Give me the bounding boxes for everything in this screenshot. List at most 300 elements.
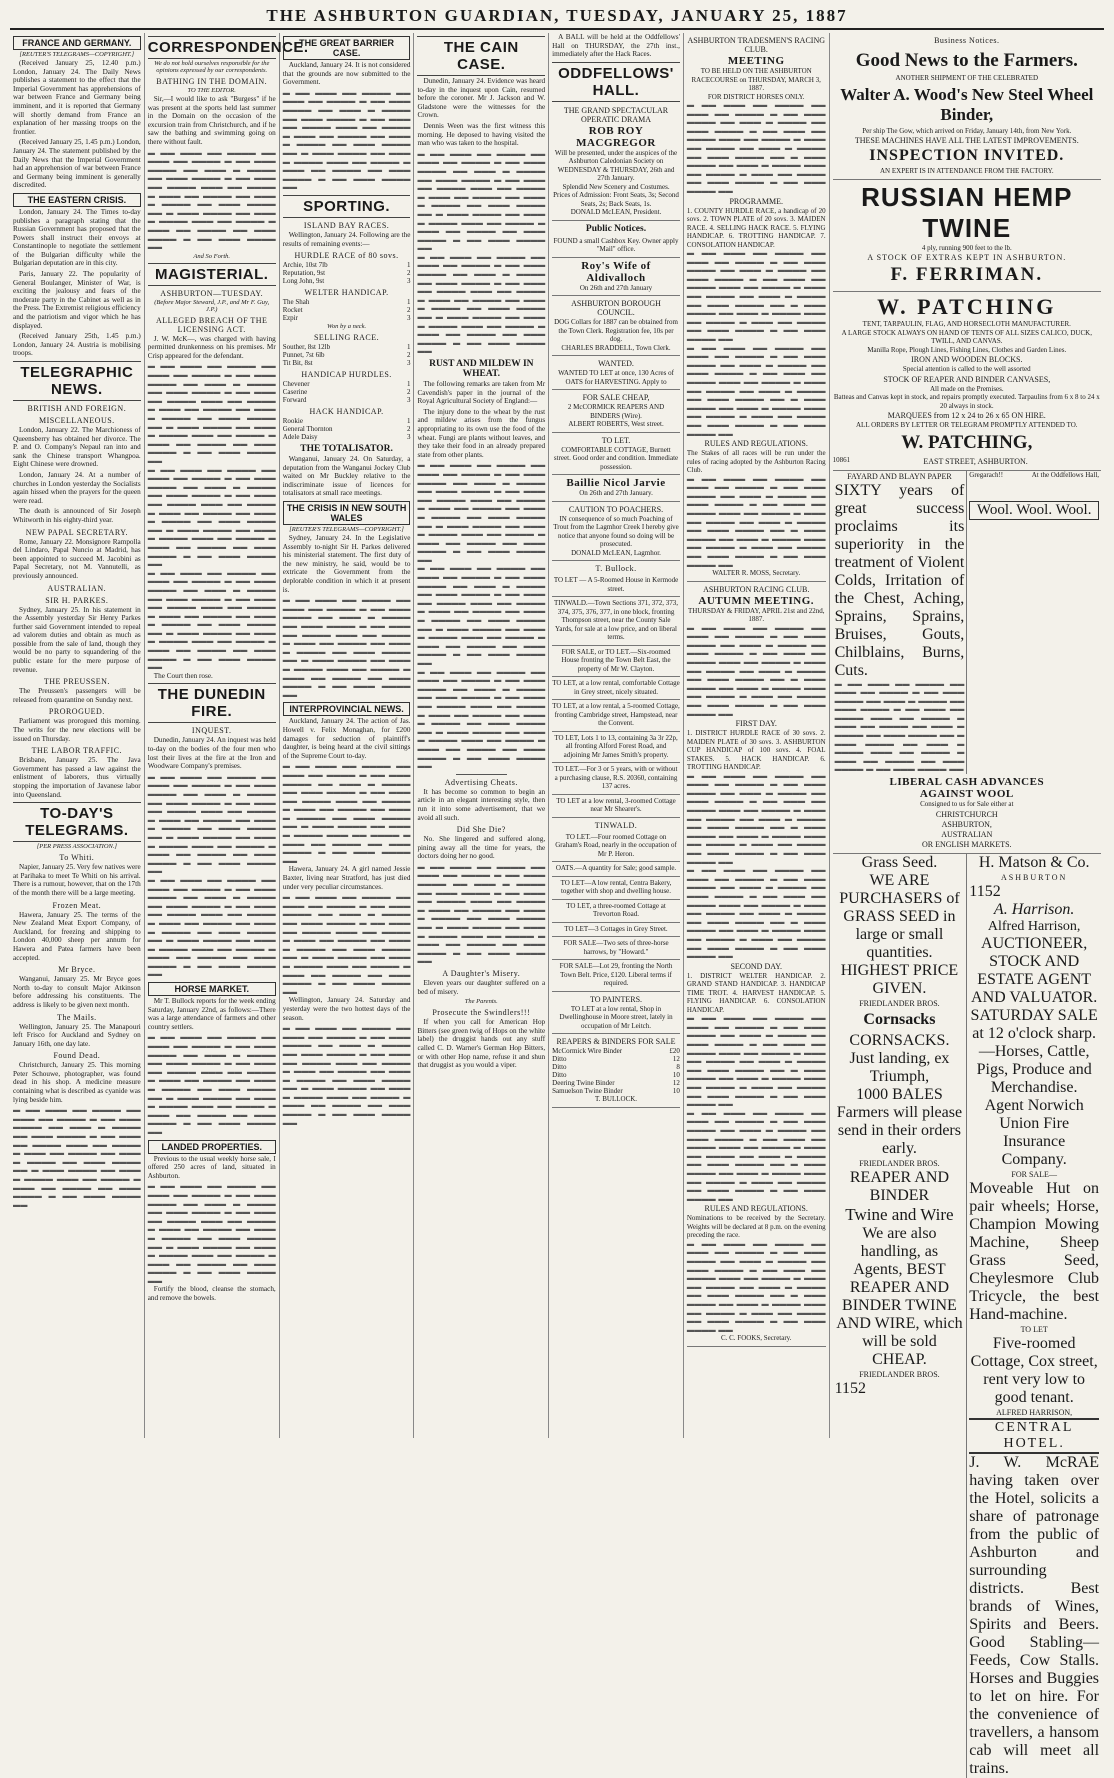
advert-line: WALTER R. MOSS, Secretary. <box>712 569 801 578</box>
result-row <box>552 1063 680 1071</box>
advert-title: Wool. Wool. Wool. <box>969 501 1099 520</box>
illegible-text: ▬ ▬▬ ▬▬▬ ▬▬ ▬▬▬▬ ▬▬ ▬▬▬ ▬▬ ▬▬▬▬ ▬ ▬▬ ▬▬▬ ▬▬▬▬ ▬▬ ▬▬▬ ▬ ▬▬▬▬ ▬▬ ▬▬▬ ▬▬▬▬ ▬ ▬▬ ▬▬▬ ▬▬ ▬▬▬▬ ▬▬▬ ▬▬ ▬▬▬▬ ▬ ▬▬▬ ▬▬ ▬▬▬▬ ▬▬ ▬▬▬ ▬ ▬▬▬▬ ▬▬ ▬▬▬ ▬▬▬▬ ▬▬ ▬ ▬▬▬ ▬▬▬▬ ▬▬ ▬▬▬ ▬ ▬▬▬▬ ▬▬▬ ▬▬ ▬▬▬▬ ▬ ▬▬▬ ▬▬ ▬▬▬▬ ▬▬ ▬▬▬ ▬▬▬▬ ▬ ▬▬ ▬▬▬ ▬▬▬▬ ▬▬ <box>282 762 411 865</box>
advert-line: TO LET at a low rental, 3-roomed Cottage near Mr Shearer's. <box>556 796 676 814</box>
advert-title: LIBERAL CASH ADVANCES <box>889 776 1045 789</box>
race-results <box>283 343 411 367</box>
advert-line: SATURDAY SALE at 12 o'clock sharp. —Horses, Cattle, Pigs, Produce and Merchandise. <box>970 1006 1098 1096</box>
result-row <box>283 396 411 404</box>
advert-title: FIRST DAY. <box>735 719 777 729</box>
advert <box>552 763 680 795</box>
advert-text: A BALL will be held at the Oddfellows' Hall on THURSDAY, the 27th inst., immediately after the Hack Races. <box>552 33 680 59</box>
source-line: [REUTER'S TELEGRAMS—COPYRIGHT.] <box>289 526 404 534</box>
article-paragraph: It has become so common to begin an article in an elegant interesting style, then run it into some advertisement, that we avoid all such. <box>417 787 546 822</box>
subheading: The Mails. <box>57 1012 97 1022</box>
result-row <box>283 314 411 322</box>
illegible-text: ▬ ▬▬ ▬▬▬ ▬▬ ▬▬▬▬ ▬▬ ▬▬▬ ▬▬ ▬▬▬▬ ▬ ▬▬ ▬▬▬ ▬▬▬▬ ▬▬ ▬▬▬ ▬ ▬▬▬▬ ▬▬ ▬▬▬ ▬▬▬▬ ▬ ▬▬ ▬▬▬ ▬▬ ▬▬▬▬ ▬▬▬ ▬▬ ▬▬▬▬ ▬ ▬▬▬ ▬▬ ▬▬▬▬ ▬▬ ▬▬▬ ▬ ▬▬▬▬ ▬▬ ▬▬▬ ▬▬▬▬ ▬▬ ▬ ▬▬▬ ▬▬▬▬ ▬▬ ▬▬▬ ▬ ▬▬▬▬ ▬▬▬ ▬▬ ▬▬▬▬ ▬ ▬▬▬ ▬▬ ▬▬▬▬ ▬▬ ▬▬▬ ▬▬▬▬ ▬ ▬▬ ▬▬▬ ▬▬▬▬ ▬▬ <box>686 343 826 438</box>
headline: INTERPROVINCIAL NEWS. <box>283 702 411 716</box>
result-name: Rookie <box>282 417 303 426</box>
advert-line: We are also handling, as Agents, BEST REAPER AND BINDER TWINE AND WIRE, which will be sold CHEAP. <box>836 1224 963 1368</box>
advert-title: MEETING <box>727 55 785 67</box>
advert-line: TO LET, a three-roomed Cottage at Trevorton Road. <box>566 901 666 919</box>
advert-line: SIXTY years of great success proclaims its superiority in the treatment of Violent Colds, Irritation of the Chest, Aching, Sprains, Sprains, Bruises, Gouts, Chilblains, Burns, Cuts. <box>834 481 965 679</box>
advert <box>552 390 680 433</box>
advert-line: TO LET, at a low rental, comfortable Cottage in Grey street, nicely situated. <box>552 679 680 696</box>
result-value: 3 <box>406 359 411 368</box>
advert-line: 1. DISTRICT WELTER HANDICAP. 2. GRAND STAND HANDICAP. 3. HANDICAP TIME TROT. 4. HARVEST HANDICAP. 5. FLYING HANDICAP. 6. CONSOLATION HANDICAP. <box>686 971 826 1014</box>
result-row <box>283 343 411 351</box>
headline: HORSE MARKET. <box>148 982 276 996</box>
illegible-text: ▬ ▬▬ ▬▬▬ ▬▬ ▬▬▬▬ ▬▬ ▬▬▬ ▬▬ ▬▬▬▬ ▬ ▬▬ ▬▬▬ ▬▬▬▬ ▬▬ ▬▬▬ ▬ ▬▬▬▬ ▬▬ ▬▬▬ ▬▬▬▬ ▬ ▬▬ ▬▬▬ ▬▬ ▬▬▬▬ ▬▬▬ ▬▬ ▬▬▬▬ ▬ ▬▬▬ ▬▬ ▬▬▬▬ ▬▬ ▬▬▬ ▬ ▬▬▬▬ ▬▬ ▬▬▬ ▬▬▬▬ ▬▬ ▬ ▬▬▬ ▬▬▬▬ ▬▬ ▬▬▬ ▬ ▬▬▬▬ ▬▬▬ ▬▬ ▬▬▬▬ ▬ ▬▬▬ ▬▬ ▬▬▬▬ ▬▬ ▬▬▬ ▬▬▬▬ ▬ ▬▬ ▬▬▬ ▬▬▬▬ ▬▬ <box>686 866 826 961</box>
article-paragraph: London, January 24. The Times to-day publishes a paragraph stating that the Russian Government has proposed that the Powers shall instruct their envoys at Constantinople to negotiate the settlement of the Bulgarian difficulty while the Bulgarian deputation are in this city. <box>13 207 141 268</box>
result-row <box>283 433 411 441</box>
section-headline: TELEGRAPHIC NEWS. <box>13 361 141 401</box>
race-results <box>283 261 411 285</box>
result-row <box>283 351 411 359</box>
article-paragraph: The Preussen's passengers will be released from quarantine on Sunday next. <box>13 687 141 704</box>
subheading: ALLEGED BREACH OF THE LICENSING ACT. <box>155 315 268 334</box>
article-paragraph: The following remarks are taken from Mr Cavendish's paper in the journal of the Royal Agricultural Society of England:— <box>417 380 546 406</box>
advert-title: ASHBURTON TRADESMEN'S RACING CLUB. <box>687 36 826 54</box>
advert-line: Agent Norwich Union Fire Insurance Company. <box>984 1096 1084 1168</box>
advert-fayard <box>833 471 968 775</box>
advert-patching <box>833 292 1101 471</box>
advert-line: THURSDAY & FRIDAY, APRIL 21st and 22nd, 1887. <box>687 606 825 624</box>
advert-line: ASHBURTON <box>1001 872 1068 882</box>
editorial-note: We do not hold ourselves responsible for the opinions expressed by our correspondents. <box>154 60 270 74</box>
result-row <box>552 1087 680 1095</box>
advert-line: Per ship The Gow, which arrived on Friday, January 14th, from New York. <box>862 126 1072 135</box>
article-paragraph: Parliament was prorogued this morning. The writs for the new elections will be issued on Thursday. <box>13 717 141 743</box>
advert-line: Just landing, ex Triumph, <box>849 1049 950 1085</box>
advert <box>552 960 680 992</box>
article-paragraph: Wellington, January 24. Following are the results of remaining events:— <box>282 230 411 248</box>
race-name: HURDLE RACE of 80 sovs. <box>294 251 399 261</box>
advert-line: IN consequence of so much Poaching of Trout from the Lagmhor Creek I hereby give notice that anyone found so doing will be prosecuted. <box>553 514 679 549</box>
advert <box>552 900 680 923</box>
subheading: NEW PAPAL SECRETARY. <box>25 527 128 537</box>
article-paragraph: Mr T. Bullock reports for the week ending Saturday, January 22nd, as follows:—There was a large attendance of farmers and other country settlers. <box>147 997 276 1031</box>
advert-line: OATS.—A quantity for Sale; good sample. <box>555 864 677 873</box>
advert-line: TO LET, at a low rental, a 5-roomed Cottage, fronting Cambridge street, Hampstead, near the Convent. <box>552 702 680 728</box>
masthead: THE ASHBURTON GUARDIAN, TUESDAY, JANUARY 25, 1887 <box>10 6 1104 30</box>
subheading: Frozen Meat. <box>52 900 102 910</box>
advert <box>552 502 680 562</box>
advert-title: Alfred Harrison, <box>987 918 1081 934</box>
advert-title: Gregarach!! <box>969 470 1004 479</box>
advert-line: FOUND a small Cashbox Key. Owner apply "Mail" office. <box>553 236 679 254</box>
advert-line: Prices of Admission: Front Seats, 3s; Second Seats, 2s; Back Seats, 1s. <box>553 191 679 208</box>
advert-title: Walter A. Wood's New Steel Wheel Binder, <box>840 84 1094 124</box>
advert-line: TO LET <box>1020 1324 1048 1334</box>
illegible-text: ▬ ▬▬ ▬▬▬ ▬▬ ▬▬▬▬ ▬▬ ▬▬▬ ▬▬ ▬▬▬▬ ▬ ▬▬ ▬▬▬ ▬▬▬▬ ▬▬ ▬▬▬ ▬ ▬▬▬▬ ▬▬ ▬▬▬ ▬▬▬▬ ▬ ▬▬ ▬▬▬ ▬▬ ▬▬▬▬ ▬▬▬ ▬▬ ▬▬▬▬ ▬ ▬▬▬ ▬▬ ▬▬▬▬ ▬▬ ▬▬▬ ▬ ▬▬▬▬ ▬▬ ▬▬▬ ▬▬▬▬ ▬▬ ▬ ▬▬▬ ▬▬▬▬ ▬▬ ▬▬▬ ▬ ▬▬▬▬ ▬▬▬ ▬▬ ▬▬▬▬ ▬ ▬▬▬ ▬▬ ▬▬▬▬ ▬▬ ▬▬▬ ▬▬▬▬ ▬ ▬▬ ▬▬▬ ▬▬▬▬ ▬▬ <box>147 1033 276 1136</box>
advert-line: T. BULLOCK. <box>594 1095 638 1104</box>
column-5 <box>549 33 684 1438</box>
advert-line: THESE MACHINES HAVE ALL THE LATEST IMPROVEMENTS. <box>854 136 1079 145</box>
subheading: SIR H. PARKES. <box>45 595 109 605</box>
advert-line: STOCK OF REAPER AND BINDER CANVASES, <box>883 374 1051 384</box>
advert <box>552 831 680 863</box>
advert-title: RUSSIAN HEMP TWINE <box>861 181 1073 243</box>
race-name: HANDICAP HURDLES. <box>301 370 392 380</box>
result-row <box>283 417 411 425</box>
column-6 <box>684 33 830 1438</box>
advert-line: FRIEDLANDER BROS. <box>859 998 940 1008</box>
illegible-text: ▬ ▬▬ ▬▬▬ ▬▬ ▬▬▬▬ ▬▬ ▬▬▬ ▬▬ ▬▬▬▬ ▬ ▬▬ ▬▬▬ ▬▬▬▬ ▬▬ ▬▬▬ ▬ ▬▬▬▬ ▬▬ ▬▬▬ ▬▬▬▬ ▬ ▬▬ ▬▬▬ ▬▬ ▬▬▬▬ ▬▬▬ ▬▬ ▬▬▬▬ ▬ ▬▬▬ ▬▬ ▬▬▬▬ ▬▬ ▬▬▬ ▬ ▬▬▬▬ ▬▬ ▬▬▬ ▬▬▬▬ ▬▬ ▬ ▬▬▬ ▬▬▬▬ ▬▬ ▬▬▬ ▬ ▬▬▬▬ ▬▬▬ ▬▬ ▬▬▬▬ ▬ ▬▬▬ ▬▬ ▬▬▬▬ ▬▬ ▬▬▬ ▬▬▬▬ ▬ ▬▬ ▬▬▬ ▬▬▬▬ ▬▬ <box>282 893 411 996</box>
advert-title: H. Matson & Co. <box>978 853 1090 871</box>
section-headline: TO-DAY'S TELEGRAMS. <box>13 802 141 842</box>
advert-line: THE GRAND SPECTACULAR OPERATIC DRAMA <box>563 105 669 124</box>
result-name: Caserine <box>282 388 308 397</box>
subheading: BRITISH AND FOREIGN. <box>27 404 127 413</box>
advert-title: ASHBURTON RACING CLUB. <box>703 584 810 594</box>
result-row <box>283 425 411 433</box>
advert-line: CORNSACKS. <box>849 1031 950 1049</box>
advert-line: AUCTIONEER, STOCK AND ESTATE AGENT AND VALUATOR. <box>971 934 1098 1006</box>
illegible-text: ▬ ▬▬ ▬▬▬ ▬▬ ▬▬▬▬ ▬▬ ▬▬▬ ▬▬ ▬▬▬▬ ▬ ▬▬ ▬▬▬ ▬▬▬▬ ▬▬ ▬▬▬ ▬ ▬▬▬▬ ▬▬ ▬▬▬ ▬▬▬▬ ▬ ▬▬ ▬▬▬ ▬▬ ▬▬▬▬ ▬▬▬ ▬▬ ▬▬▬▬ ▬ ▬▬▬ ▬▬ ▬▬▬▬ ▬▬ ▬▬▬ ▬ ▬▬▬▬ ▬▬ ▬▬▬ ▬▬▬▬ ▬▬ ▬ ▬▬▬ ▬▬▬▬ ▬▬ ▬▬▬ ▬ ▬▬▬▬ ▬▬▬ ▬▬ ▬▬▬▬ ▬ ▬▬▬ ▬▬ ▬▬▬▬ ▬▬ ▬▬▬ ▬▬▬▬ ▬ ▬▬ ▬▬▬ ▬▬▬▬ ▬▬ <box>686 1239 826 1334</box>
result-name: Forward <box>282 396 307 405</box>
result-name: Archie, 10st 7lb <box>282 261 328 270</box>
illegible-text: ▬ ▬▬ ▬▬▬ ▬▬ ▬▬▬▬ ▬▬ ▬▬▬ ▬▬ ▬▬▬▬ ▬ ▬▬ ▬▬▬ ▬▬▬▬ ▬▬ ▬▬▬ ▬ ▬▬▬▬ ▬▬ ▬▬▬ ▬▬▬▬ ▬ ▬▬ ▬▬▬ ▬▬ ▬▬▬▬ ▬▬▬ ▬▬ ▬▬▬▬ ▬ ▬▬▬ ▬▬ ▬▬▬▬ ▬▬ ▬▬▬ ▬ ▬▬▬▬ ▬▬ ▬▬▬ ▬▬▬▬ ▬▬ ▬ ▬▬▬ ▬▬▬▬ ▬▬ ▬▬▬ ▬ ▬▬▬▬ ▬▬▬ ▬▬ ▬▬▬▬ ▬ ▬▬▬ ▬▬ ▬▬▬▬ ▬▬ ▬▬▬ ▬▬▬▬ ▬ ▬▬ ▬▬▬ ▬▬▬▬ ▬▬ <box>282 88 411 192</box>
section-label: Business Notices. <box>934 36 1000 45</box>
illegible-text: ▬ ▬▬ ▬▬▬ ▬▬ ▬▬▬▬ ▬▬ ▬▬▬ ▬▬ ▬▬▬▬ ▬ ▬▬ ▬▬▬ ▬▬▬▬ ▬▬ ▬▬▬ ▬ ▬▬▬▬ ▬▬ ▬▬▬ ▬▬▬▬ ▬ ▬▬ ▬▬▬ ▬▬ ▬▬▬▬ ▬▬▬ ▬▬ ▬▬▬▬ ▬ ▬▬▬ ▬▬ ▬▬▬▬ ▬▬ ▬▬▬ ▬ ▬▬▬▬ ▬▬ ▬▬▬ ▬▬▬▬ ▬▬ ▬ ▬▬▬ ▬▬▬▬ ▬▬ ▬▬▬ ▬ ▬▬▬▬ ▬▬▬ ▬▬ ▬▬▬▬ ▬ ▬▬▬ ▬▬ ▬▬▬▬ ▬▬ ▬▬▬ ▬▬▬▬ ▬ ▬▬ ▬▬▬ ▬▬▬▬ ▬▬ <box>417 461 546 564</box>
article-paragraph: Auckland, January 24. The action of Jas. Howell v. Felix Monaghan, for £200 damages for seduction of plaintiff's daughter, is being heard at the civil sittings of the Supreme Court to-day. <box>282 717 411 760</box>
illegible-text: ▬ ▬▬ ▬▬▬ ▬▬ ▬▬▬▬ ▬▬ ▬▬▬ ▬▬ ▬▬▬▬ ▬ ▬▬ ▬▬▬ ▬▬▬▬ ▬▬ ▬▬▬ ▬ ▬▬▬▬ ▬▬ ▬▬▬ ▬▬▬▬ ▬ ▬▬ ▬▬▬ ▬▬ ▬▬▬▬ ▬▬▬ ▬▬ ▬▬▬▬ ▬ ▬▬▬ ▬▬ ▬▬▬▬ ▬▬ ▬▬▬ ▬ ▬▬▬▬ ▬▬ ▬▬▬ ▬▬▬▬ ▬▬ ▬ ▬▬▬ ▬▬▬▬ ▬▬ ▬▬▬ ▬ ▬▬▬▬ ▬▬▬ ▬▬ ▬▬▬▬ ▬ ▬▬▬ ▬▬ ▬▬▬▬ ▬▬ ▬▬▬ ▬▬▬▬ ▬ ▬▬ ▬▬▬ ▬▬▬▬ ▬▬ <box>686 1108 826 1203</box>
subheading: Did She Die? <box>456 825 506 835</box>
illegible-text: ▬ ▬▬ ▬▬▬ ▬▬ ▬▬▬▬ ▬▬ ▬▬▬ ▬▬ ▬▬▬▬ ▬ ▬▬ ▬▬▬ ▬▬▬▬ ▬▬ ▬▬▬ ▬ ▬▬▬▬ ▬▬ ▬▬▬ ▬▬▬▬ ▬ ▬▬ ▬▬▬ ▬▬ ▬▬▬▬ ▬▬▬ ▬▬ ▬▬▬▬ ▬ ▬▬▬ ▬▬ ▬▬▬▬ ▬▬ ▬▬▬ ▬ ▬▬▬▬ ▬▬ ▬▬▬ ▬▬▬▬ ▬▬ ▬ ▬▬▬ ▬▬▬▬ ▬▬ ▬▬▬ ▬ ▬▬▬▬ ▬▬▬ ▬▬ ▬▬▬▬ ▬ ▬▬▬ ▬▬ ▬▬▬▬ ▬▬ ▬▬▬ ▬▬▬▬ ▬ ▬▬ ▬▬▬ ▬▬▬▬ ▬▬ <box>147 568 276 672</box>
advert-title: SECOND DAY. <box>730 961 783 971</box>
advert-line: AUSTRALIAN <box>941 829 993 839</box>
advert-line: TO LET.—Four roomed Cottage on Graham's Road, nearly in the occupation of Mr P. Heron. <box>555 832 677 858</box>
illegible-text: ▬ ▬▬ ▬▬▬ ▬▬ ▬▬▬▬ ▬▬ ▬▬▬ ▬▬ ▬▬▬▬ ▬ ▬▬ ▬▬▬ ▬▬▬▬ ▬▬ ▬▬▬ ▬ ▬▬▬▬ ▬▬ ▬▬▬ ▬▬▬▬ ▬ ▬▬ ▬▬▬ ▬▬ ▬▬▬▬ ▬▬▬ ▬▬ ▬▬▬▬ ▬ ▬▬▬ ▬▬ ▬▬▬▬ ▬▬ ▬▬▬ ▬ ▬▬▬▬ ▬▬ ▬▬▬ ▬▬▬▬ ▬▬ ▬ ▬▬▬ ▬▬▬▬ ▬▬ ▬▬▬ ▬ ▬▬▬▬ ▬▬▬ ▬▬ ▬▬▬▬ ▬ ▬▬▬ ▬▬ ▬▬▬▬ ▬▬ ▬▬▬ ▬▬▬▬ ▬ ▬▬ ▬▬▬ ▬▬▬▬ ▬▬ <box>417 667 546 771</box>
advert-racing-club <box>687 582 826 1347</box>
subheading: ASHBURTON—TUESDAY. <box>160 288 264 298</box>
result-row <box>283 298 411 306</box>
advert-line: EAST STREET, ASHBURTON. <box>923 456 1028 466</box>
race-name: HACK HANDICAP. <box>309 407 384 417</box>
article-paragraph: Dunedin, January 24. Evidence was heard to-day in the inquest upon Cain, resumed before the coroner. Mr J. Jackson and W. Gladstone were the witnesses for the Crown. <box>417 77 546 120</box>
result-value: 3 <box>406 277 411 286</box>
result-row <box>283 277 411 285</box>
advert-grass-seed <box>833 854 968 1778</box>
result-row <box>552 1055 680 1063</box>
advert-number: 1152 <box>834 1379 866 1397</box>
column-3 <box>280 33 415 1438</box>
advert-title: AUTUMN MEETING. <box>698 594 815 607</box>
article-paragraph: (Received January 25, 12.40 p.m.) London, January 24. The Daily News publishes a statement to the effect that the Imperial Government has apprehensions of war between France and Germany being imminent, and it is reported that Germany will shortly demand from France an explanation of her massing troops on the frontier. <box>13 59 141 136</box>
subheading: Mr Bryce. <box>58 965 96 975</box>
advert-line: DONALD McLEAN, Lagmhor. <box>571 548 661 557</box>
subheading: THE PREUSSEN. <box>43 677 110 687</box>
advert-hemp-twine <box>833 180 1101 293</box>
advert-line: All made on the Premises. <box>929 384 1004 393</box>
advert-line: CHARLES BRADDELL, Town Clerk. <box>561 343 671 352</box>
result-value: 12 <box>672 1079 680 1088</box>
article-paragraph: Sydney, January 25. In his statement in the Assembly yesterday Sir Henry Parkes further said Government intended to repeal ad valorem duties and obtain as much as possible from the sale of land, though they would be no party to squandering of the public estate for the mere purpose of revenue. <box>13 605 141 674</box>
result-value: 2 <box>406 425 411 434</box>
advert-number: 1152 <box>969 882 1001 900</box>
result-row <box>283 380 411 388</box>
advert-line: FOR SALE, or TO LET.—Six-roomed House fronting the Town Belt East, the property of Mr W. Clayton. <box>561 647 671 673</box>
advert-title: AGAINST WOOL <box>919 788 1014 801</box>
advert-title: WANTED. <box>598 359 634 369</box>
advert-title: Roy's Wife of Aldivalloch <box>581 259 651 284</box>
advert-number: 10861 <box>832 455 851 464</box>
result-name: Ditto <box>552 1063 567 1072</box>
result-row <box>552 1047 680 1055</box>
advert-line: AN EXPERT IS IN ATTENDANCE FROM THE FACTORY. <box>880 167 1054 175</box>
article-paragraph: London, January 22. The Marchioness of Queensberry has obtained her divorce. The P. and O. Company's Nepaul ran into and sank the Chinese transport Whangpoa. Eight Chinese were drowned. <box>13 426 141 469</box>
illegible-text: ▬ ▬▬ ▬▬▬ ▬▬ ▬▬▬▬ ▬▬ ▬▬▬ ▬▬ ▬▬▬▬ ▬ ▬▬ ▬▬▬ ▬▬▬▬ ▬▬ ▬▬▬ ▬ ▬▬▬▬ ▬▬ ▬▬▬ ▬▬▬▬ ▬ ▬▬ ▬▬▬ ▬▬ ▬▬▬▬ ▬▬▬ ▬▬ ▬▬▬▬ ▬ ▬▬▬ ▬▬ ▬▬▬▬ ▬▬ ▬▬▬ ▬ ▬▬▬▬ ▬▬ ▬▬▬ ▬▬▬▬ ▬▬ ▬ ▬▬▬ ▬▬▬▬ ▬▬ ▬▬▬ ▬ ▬▬▬▬ ▬▬▬ ▬▬ ▬▬▬▬ ▬ ▬▬▬ ▬▬ ▬▬▬▬ ▬▬ ▬▬▬ ▬▬▬▬ ▬ ▬▬ ▬▬▬ ▬▬▬▬ ▬▬ <box>686 101 826 195</box>
result-row <box>283 359 411 367</box>
result-row <box>552 1079 680 1087</box>
advert-line: Special attention is called to the well assorted <box>902 365 1031 373</box>
result-name: Reputation, 9st <box>282 269 326 278</box>
advert-line: TO BE HELD ON THE ASHBURTON RACECOURSE on THURSDAY, MARCH 3, 1887. <box>691 67 821 92</box>
result-row <box>283 306 411 314</box>
race-name: SELLING RACE. <box>313 333 380 343</box>
subheading: AUSTRALIAN. <box>47 583 107 593</box>
advert-line: 4 ply, running 900 feet to the lb. <box>921 243 1012 252</box>
subheading: THE LABOR TRAFFIC. <box>31 746 123 756</box>
advert-line: ANOTHER SHIPMENT OF THE CELEBRATED <box>895 74 1039 82</box>
advert-title: ASHBURTON BOROUGH COUNCIL. <box>571 299 661 318</box>
advert-line: Moveable Hut on pair wheels; Horse, Champion Mowing Machine, Sheep Grass Seed, Cheylesmore Club Tricycle, the best Hand-machine. <box>969 1179 1100 1323</box>
subheading: Advertising Cheats. <box>444 777 518 787</box>
price-list <box>552 1047 680 1095</box>
advert-line: ALL ORDERS BY LETTER OR TELEGRAM PROMPTLY ATTENDED TO. <box>856 421 1078 429</box>
signature: And So Forth. <box>193 252 231 260</box>
advert <box>552 862 680 877</box>
advert <box>552 795 680 818</box>
result-value: 1 <box>406 417 411 426</box>
illegible-text: ▬ ▬▬ ▬▬▬ ▬▬ ▬▬▬▬ ▬▬ ▬▬▬ ▬▬ ▬▬▬▬ ▬ ▬▬ ▬▬▬ ▬▬▬▬ ▬▬ ▬▬▬ ▬ ▬▬▬▬ ▬▬ ▬▬▬ ▬▬▬▬ ▬ ▬▬ ▬▬▬ ▬▬ ▬▬▬▬ ▬▬▬ ▬▬ ▬▬▬▬ ▬ ▬▬▬ ▬▬ ▬▬▬▬ ▬▬ ▬▬▬ ▬ ▬▬▬▬ ▬▬ ▬▬▬ ▬▬▬▬ ▬▬ ▬ ▬▬▬ ▬▬▬▬ ▬▬ ▬▬▬ ▬ ▬▬▬▬ ▬▬▬ ▬▬ ▬▬▬▬ ▬ ▬▬▬ ▬▬ ▬▬▬▬ ▬▬ ▬▬▬ ▬▬▬▬ ▬ ▬▬ ▬▬▬ ▬▬▬▬ ▬▬ <box>147 362 276 465</box>
advert <box>552 877 680 900</box>
advert-line: TO LET—A low rental, Centra Bakery, together with shop and dwelling house. <box>560 878 672 896</box>
illegible-text: ▬ ▬▬ ▬▬▬ ▬▬ ▬▬▬▬ ▬▬ ▬▬▬ ▬▬ ▬▬▬▬ ▬ ▬▬ ▬▬▬ ▬▬▬▬ ▬▬ ▬▬▬ ▬ ▬▬▬▬ ▬▬ ▬▬▬ ▬▬▬▬ ▬ ▬▬ ▬▬▬ ▬▬ ▬▬▬▬ ▬▬▬ ▬▬ ▬▬▬▬ ▬ ▬▬▬ ▬▬ ▬▬▬▬ ▬▬ ▬▬▬ ▬ ▬▬▬▬ ▬▬ ▬▬▬ ▬▬▬▬ ▬▬ ▬ ▬▬▬ ▬▬▬▬ ▬▬ ▬▬▬ ▬ ▬▬▬▬ ▬▬▬ ▬▬ ▬▬▬▬ ▬ ▬▬▬ ▬▬ ▬▬▬▬ ▬▬ ▬▬▬ ▬▬▬▬ ▬ ▬▬ ▬▬▬ ▬▬▬▬ ▬▬ <box>686 623 826 718</box>
headline: THE EASTERN CRISIS. <box>13 193 141 207</box>
advert-line: C. C. FOOKS, Secretary. <box>720 1334 792 1343</box>
advert-line: On 26th and 27th January. <box>579 489 653 498</box>
advert-line: FRIEDLANDER BROS. <box>859 1158 940 1168</box>
advert <box>552 597 680 646</box>
article-paragraph: Dunedin, January 24. An inquest was held to-day on the bodies of the four men who lost their lives at the fire at the Iron and Woodware Company's premises. <box>147 736 276 771</box>
advert-title: PROGRAMME. <box>729 196 784 206</box>
article-paragraph: The death is announced of Sir Joseph Whitworth in his eighty-third year. <box>13 507 141 524</box>
illegible-text: ▬ ▬▬ ▬▬▬ ▬▬ ▬▬▬▬ ▬▬ ▬▬▬ ▬▬ ▬▬▬▬ ▬ ▬▬ ▬▬▬ ▬▬▬▬ ▬▬ ▬▬▬ ▬ ▬▬▬▬ ▬▬ ▬▬▬ ▬▬▬▬ ▬ ▬▬ ▬▬▬ ▬▬ ▬▬▬▬ ▬▬▬ ▬▬ ▬▬▬▬ ▬ ▬▬▬ ▬▬ ▬▬▬▬ ▬▬ ▬▬▬ ▬ ▬▬▬▬ ▬▬ ▬▬▬ ▬▬▬▬ ▬▬ ▬ ▬▬▬ ▬▬▬▬ ▬▬ ▬▬▬ ▬ ▬▬▬▬ ▬▬▬ ▬▬ ▬▬▬▬ ▬ ▬▬▬ ▬▬ ▬▬▬▬ ▬▬ ▬▬▬ ▬▬▬▬ ▬ ▬▬ ▬▬▬ ▬▬▬▬ ▬▬ <box>282 1024 411 1127</box>
illegible-text: ▬ ▬▬ ▬▬▬ ▬▬ ▬▬▬▬ ▬▬ ▬▬▬ ▬▬ ▬▬▬▬ ▬ ▬▬ ▬▬▬ ▬▬▬▬ ▬▬ ▬▬▬ ▬ ▬▬▬▬ ▬▬ ▬▬▬ ▬▬▬▬ ▬ ▬▬ ▬▬▬ ▬▬ ▬▬▬▬ ▬▬▬ ▬▬ ▬▬▬▬ ▬ ▬▬▬ ▬▬ ▬▬▬▬ ▬▬ ▬▬▬ ▬ ▬▬▬▬ ▬▬ ▬▬▬ ▬▬▬▬ ▬▬ ▬ ▬▬▬ ▬▬▬▬ ▬▬ ▬▬▬ ▬ ▬▬▬▬ ▬▬▬ ▬▬ ▬▬▬▬ ▬ ▬▬▬ ▬▬ ▬▬▬▬ ▬▬ ▬▬▬ ▬▬▬▬ ▬ ▬▬ ▬▬▬ ▬▬▬▬ ▬▬ <box>147 772 276 876</box>
advert <box>552 258 680 297</box>
source-line: [PER PRESS ASSOCIATION.] <box>36 843 118 851</box>
article-paragraph: J. W. McK—, was charged with having permitted drunkenness on his premises. Mr Crisp appeared for the defendant. <box>147 334 276 360</box>
advert <box>552 923 680 938</box>
article-paragraph: Sydney, January 24. In the Legislative Assembly to-night Sir H. Parkes delivered his ministerial statement. The first duty of the new ministry, he said, would be to extricate the Government from the deplorable condition in which it at present is. <box>282 534 411 594</box>
advert-line: DOG Collars for 1887 can be obtained from the Town Clerk. Registration fee, 10s per dog. <box>554 318 678 344</box>
advert-line: Five-roomed Cottage, Cox street, rent very low to good tenant. <box>970 1334 1098 1406</box>
article-paragraph: Eleven years our daughter suffered on a bed of misery. <box>417 979 546 996</box>
advert-title: 1000 BALES <box>856 1085 943 1103</box>
illegible-text: ▬ ▬▬ ▬▬▬ ▬▬ ▬▬▬▬ ▬▬ ▬▬▬ ▬▬ ▬▬▬▬ ▬ ▬▬ ▬▬▬ ▬▬▬▬ ▬▬ ▬▬▬ ▬ ▬▬▬▬ ▬▬ ▬▬▬ ▬▬▬▬ ▬ ▬▬ ▬▬▬ ▬▬ ▬▬▬▬ ▬▬▬ ▬▬ ▬▬▬▬ ▬ ▬▬▬ ▬▬ ▬▬▬▬ ▬▬ ▬▬▬ ▬ ▬▬▬▬ ▬▬ ▬▬▬ ▬▬▬▬ ▬▬ ▬ ▬▬▬ ▬▬▬▬ ▬▬ ▬▬▬ ▬ ▬▬▬▬ ▬▬▬ ▬▬ ▬▬▬▬ ▬ ▬▬▬ ▬▬ ▬▬▬▬ ▬▬ ▬▬▬ ▬▬▬▬ ▬ ▬▬ ▬▬▬ ▬▬▬▬ ▬▬ <box>686 1014 826 1109</box>
advert-title: ROB ROY MACGREGOR <box>576 124 656 149</box>
article-paragraph: Paris, January 22. The popularity of General Boulanger, Minister of War, is exciting the jealousy and fears of the moderate party in the Cabinet as well as in the Press. The Extremist religious efficiency and the patriotism and vigor which he has displayed. <box>13 270 141 330</box>
result-value: 3 <box>406 396 411 405</box>
result-name: Ezpir <box>282 314 298 323</box>
illegible-text: ▬ ▬▬ ▬▬▬ ▬▬ ▬▬▬▬ ▬▬ ▬▬▬ ▬▬ ▬▬▬▬ ▬ ▬▬ ▬▬▬ ▬▬▬▬ ▬▬ ▬▬▬ ▬ ▬▬▬▬ ▬▬ ▬▬▬ ▬▬▬▬ ▬ ▬▬ ▬▬▬ ▬▬ ▬▬▬▬ ▬▬▬ ▬▬ ▬▬▬▬ ▬ ▬▬▬ ▬▬ ▬▬▬▬ ▬▬ ▬▬▬ ▬ ▬▬▬▬ ▬▬ ▬▬▬ ▬▬▬▬ ▬▬ ▬ ▬▬▬ ▬▬▬▬ ▬▬ ▬▬▬ ▬ ▬▬▬▬ ▬▬▬ ▬▬ ▬▬▬▬ ▬ ▬▬▬ ▬▬ ▬▬▬▬ ▬▬ ▬▬▬ ▬▬▬▬ ▬ ▬▬ ▬▬▬ ▬▬▬▬ ▬▬ <box>147 465 276 569</box>
headline: THE CRISIS IN NEW SOUTH WALES <box>283 501 411 525</box>
article-paragraph: Hawera, January 25. The terms of the New Zealand Meat Export Company, of Auckland, for freezing and shipping to London 40,000 sheep per annum for Hawera and Patea farmers have been accepted. <box>13 910 141 962</box>
subheading: PROROGUED. <box>48 707 105 717</box>
article-paragraph: Fortify the blood, cleanse the stomach, and remove the bowels. <box>147 1285 276 1303</box>
illegible-text: ▬ ▬▬ ▬▬▬ ▬▬ ▬▬▬▬ ▬▬ ▬▬▬ ▬▬ ▬▬▬▬ ▬ ▬▬ ▬▬▬ ▬▬▬▬ ▬▬ ▬▬▬ ▬ ▬▬▬▬ ▬▬ ▬▬▬ ▬▬▬▬ ▬ ▬▬ ▬▬▬ ▬▬ ▬▬▬▬ ▬▬▬ ▬▬ ▬▬▬▬ ▬ ▬▬▬ ▬▬ ▬▬▬▬ ▬▬ ▬▬▬ ▬ ▬▬▬▬ ▬▬ ▬▬▬ ▬▬▬▬ ▬▬ ▬ ▬▬▬ ▬▬▬▬ ▬▬ ▬▬▬ ▬ ▬▬▬▬ ▬▬▬ ▬▬ ▬▬▬▬ ▬ ▬▬▬ ▬▬ ▬▬▬▬ ▬▬ ▬▬▬ ▬▬▬▬ ▬ ▬▬ ▬▬▬ ▬▬▬▬ ▬▬ <box>417 564 546 667</box>
advert-line: At the Oddfellows Hall, <box>1031 470 1100 479</box>
advert-line: TINWALD.—Town Sections 371, 372, 373, 374, 375, 376, 377, in one block, fronting Thompson street, near the County Sale Yards, for sale at a low price, and on liberal terms. <box>554 599 678 642</box>
advert-line: 2 McCORMICK REAPERS AND BINDERS (Wire). <box>567 403 665 420</box>
result-row <box>283 388 411 396</box>
result-name: The Shah <box>282 298 310 307</box>
advert-title: FOR SALE CHEAP, <box>582 393 650 403</box>
result-value: 10 <box>672 1087 680 1096</box>
race-results <box>283 380 411 404</box>
advert-line: 1. DISTRICT HURDLE RACE of 30 sovs. 2. MAIDEN PLATE of 30 sovs. 3. ASHBURTON CUP HANDICAP of 100 sovs. 4. FOAL STAKES. 5. HACK HANDICAP. 6. TROTTING HANDICAP. <box>686 729 826 772</box>
headline: FRANCE AND GERMANY. <box>13 36 141 50</box>
result-value: 2 <box>406 306 411 315</box>
advert-line: CHRISTCHURCH <box>935 809 998 819</box>
article-paragraph: (Received January 25th, 1.45 p.m.) London, January 24. Austria is mobilising troops. <box>13 332 141 358</box>
result-row <box>283 269 411 277</box>
illegible-text: ▬ ▬▬ ▬▬▬ ▬▬ ▬▬▬▬ ▬▬ ▬▬▬ ▬▬ ▬▬▬▬ ▬ ▬▬ ▬▬▬ ▬▬▬▬ ▬▬ ▬▬▬ ▬ ▬▬▬▬ ▬▬ ▬▬▬ ▬▬▬▬ ▬ ▬▬ ▬▬▬ ▬▬ ▬▬▬▬ ▬▬▬ ▬▬ ▬▬▬▬ ▬ ▬▬▬ ▬▬ ▬▬▬▬ ▬▬ ▬▬▬ ▬ ▬▬▬▬ ▬▬ ▬▬▬ ▬▬▬▬ ▬▬ ▬ ▬▬▬ ▬▬▬▬ ▬▬ ▬▬▬ ▬ ▬▬▬▬ ▬▬▬ ▬▬ ▬▬▬▬ ▬ ▬▬▬ ▬▬ ▬▬▬▬ ▬▬ ▬▬▬ ▬▬▬▬ ▬ ▬▬ ▬▬▬ ▬▬▬▬ ▬▬ <box>417 252 546 356</box>
headline: LANDED PROPERTIES. <box>148 1140 276 1154</box>
result-value: 1 <box>406 380 411 389</box>
advert <box>552 356 680 390</box>
advert-line: Manilla Rope, Plough Lines, Fishing Lines, Clothes and Garden Lines. <box>867 345 1067 354</box>
advert <box>552 646 680 678</box>
result-name: Punnet, 7st 6lb <box>282 351 325 360</box>
result-name: Deering Twine Binder <box>552 1079 615 1088</box>
subheading: TO THE EDITOR. <box>187 87 236 94</box>
section-headline: THE CAIN CASE. <box>417 36 545 76</box>
result-value: 1 <box>406 298 411 307</box>
subheading: T. Bullock. <box>595 564 637 574</box>
subheading: A Daughter's Misery. <box>442 969 521 978</box>
illegible-text: ▬ ▬▬ ▬▬▬ ▬▬ ▬▬▬▬ ▬▬ ▬▬▬ ▬▬ ▬▬▬▬ ▬ ▬▬ ▬▬▬ ▬▬▬▬ ▬▬ ▬▬▬ ▬ ▬▬▬▬ ▬▬ ▬▬▬ ▬▬▬▬ ▬ ▬▬ ▬▬▬ ▬▬ ▬▬▬▬ ▬▬▬ ▬▬ ▬▬▬▬ ▬ ▬▬▬ ▬▬ ▬▬▬▬ ▬▬ ▬▬▬ ▬ ▬▬▬▬ ▬▬ ▬▬▬ ▬▬▬▬ ▬▬ ▬ ▬▬▬ ▬▬▬▬ ▬▬ ▬▬▬ ▬ ▬▬▬▬ ▬▬▬ ▬▬ ▬▬▬▬ ▬ ▬▬▬ ▬▬ ▬▬▬▬ ▬▬ ▬▬▬ ▬▬▬▬ ▬ ▬▬ ▬▬▬ ▬▬▬▬ ▬▬ <box>147 875 276 979</box>
section-headline: ODDFELLOWS' HALL. <box>552 62 680 102</box>
advert-line: OR ENGLISH MARKETS. <box>922 839 1012 849</box>
advert-line: 1. COUNTY HURDLE RACE, a handicap of 20 sovs. 2. TOWN PLATE of 20 sovs. 3. MAIDEN RACE. 4. SELLING HACK RACE. 5. FLYING HANDICAP. 6. TROTTING HANDICAP. 7. CONSOLATION HANDICAP. <box>686 206 826 249</box>
result-value: 1 <box>406 261 411 270</box>
illegible-text: ▬ ▬▬ ▬▬▬ ▬▬ ▬▬▬▬ ▬▬ ▬▬▬ ▬▬ ▬▬▬▬ ▬ ▬▬ ▬▬▬ ▬▬▬▬ ▬▬ ▬▬▬ ▬ ▬▬▬▬ ▬▬ ▬▬▬ ▬▬▬▬ ▬ ▬▬ ▬▬▬ ▬▬ ▬▬▬▬ ▬▬▬ ▬▬ ▬▬▬▬ ▬ ▬▬▬ ▬▬ ▬▬▬▬ ▬▬ ▬▬▬ ▬ ▬▬▬▬ ▬▬ ▬▬▬ ▬▬▬▬ ▬▬ ▬ ▬▬▬ ▬▬▬▬ ▬▬ ▬▬▬ ▬ ▬▬▬▬ ▬▬▬ ▬▬ ▬▬▬▬ ▬ ▬▬▬ ▬▬ ▬▬▬▬ ▬▬ ▬▬▬ ▬▬▬▬ ▬ ▬▬ ▬▬▬ ▬▬▬▬ ▬▬ <box>147 1182 276 1285</box>
result-value: 10 <box>672 1071 680 1080</box>
advert-line: WE ARE PURCHASERS of GRASS SEED in large or small quantities. HIGHEST PRICE GIVEN. <box>839 871 960 997</box>
result-name: Samuelson Twine Binder <box>552 1087 623 1096</box>
advert-line: FOR SALE—Lot 29, fronting the North Town Belt. Price, £120. Liberal terms if required. <box>559 962 673 988</box>
advert-line: TO LET — A 5-Roomed House in Kermode street. <box>553 576 679 593</box>
section-headline: CORRESPONDENCE. <box>148 36 276 59</box>
advert <box>552 937 680 960</box>
result-name: Ditto <box>552 1071 567 1080</box>
article-paragraph: Sir,—I would like to ask "Burgess" if he was present at the sports held last summer in the Domain on the occasion of the excursion train from Christchurch, and if he saw the bathing and swimming going on there without fault. <box>147 95 276 146</box>
advert-line: MARQUEES from 12 x 24 to 26 x 65 ON HIRE. <box>887 411 1046 420</box>
subheading: ISLAND BAY RACES. <box>303 220 390 230</box>
advert <box>552 700 680 732</box>
subheading: MISCELLANEOUS. <box>39 416 115 425</box>
signature: A. Harrison. <box>993 900 1075 918</box>
advert-wool-advances <box>833 774 1101 854</box>
advert-line: REAPER AND BINDER <box>849 1168 949 1204</box>
illegible-text: ▬ ▬▬ ▬▬▬ ▬▬ ▬▬▬▬ ▬▬ ▬▬▬ ▬▬ ▬▬▬▬ ▬ ▬▬ ▬▬▬ ▬▬▬▬ ▬▬ ▬▬▬ ▬ ▬▬▬▬ ▬▬ ▬▬▬ ▬▬▬▬ ▬ ▬▬ ▬▬▬ ▬▬ ▬▬▬▬ ▬▬▬ ▬▬ ▬▬▬▬ ▬ ▬▬▬ ▬▬ ▬▬▬▬ ▬▬ ▬▬▬ ▬ ▬▬▬▬ ▬▬ ▬▬▬ ▬▬▬▬ ▬▬ ▬ ▬▬▬ ▬▬▬▬ ▬▬ ▬▬▬ ▬ ▬▬▬▬ ▬▬▬ ▬▬ ▬▬▬▬ ▬ ▬▬▬ ▬▬ ▬▬▬▬ ▬▬ ▬▬▬ ▬▬▬▬ ▬ ▬▬ ▬▬▬ ▬▬▬▬ ▬▬ <box>834 679 965 774</box>
advert-title: W. PATCHING <box>877 294 1057 319</box>
article-paragraph: London, January 24. At a number of churches in London yesterday the Socialists again hissed when the prayers for the queen were read. <box>13 470 141 505</box>
result-name: Chevener <box>282 380 310 389</box>
section-headline: THE DUNEDIN FIRE. <box>148 683 276 723</box>
advert <box>552 296 680 356</box>
advert <box>552 677 680 700</box>
advert-title: TO LET. <box>601 435 631 445</box>
advert-matson-harrison <box>967 854 1101 1778</box>
article-paragraph: If when you call for American Hop Bitters (see green twig of Hops on the white label) the druggist hands out any stuff called C. D. Warner's German Hop Bitters, or with other Hop name, refuse it and shun that druggist as you would a viper. <box>417 1018 546 1070</box>
subheading: Found Dead. <box>53 1051 101 1061</box>
race-note: Won by a neck. <box>327 323 367 331</box>
advert-line: Nominations to be received by the Secretary. Weights will be declared at 8 p.m. on the evening preceding the race. <box>686 1214 826 1240</box>
advert-wood-binder <box>833 46 1101 180</box>
result-name: Adele Daisy <box>282 433 318 442</box>
advert-title: CENTRAL HOTEL. <box>969 1418 1099 1454</box>
advert-line: WANTED TO LET at once, 130 Acres of OATS for HARVESTING. Apply to <box>558 369 674 386</box>
advert-line: ALFRED HARRISON, <box>996 1407 1073 1417</box>
advert-title: Baillie Nicol Jarvie <box>566 477 666 490</box>
bench-note: (Before Major Steward, J.P., and Mr F. Guy, J.P.) <box>154 298 270 313</box>
article-paragraph: Rome, January 22. Monsignore Rampolla del Lindaro, Papal Nuncio at Madrid, has been appointed to succeed M. Jacobini as Papal Secretary, not M. Vannutelli, as previously announced. <box>13 537 141 580</box>
result-value: 2 <box>406 388 411 397</box>
advert-title: Grass Seed. <box>861 853 938 871</box>
race-results <box>283 417 411 441</box>
advert-line: FRIEDLANDER BROS. <box>859 1369 940 1379</box>
result-name: General Thornton <box>282 425 333 434</box>
result-value: £20 <box>669 1047 680 1056</box>
advert-line: TO LET—3 Cottages in Grey Street. <box>564 924 668 933</box>
article-paragraph: Previous to the usual weekly horse sale, I offered 250 acres of land, situated in Ashburton. <box>147 1154 276 1180</box>
headline: RUST AND MILDEW IN WHEAT. <box>429 359 534 379</box>
advert-line: TO LET, Lots 1 to 13, containing 3a 3r 22p, all fronting Alford Forest Road, and adjoining Mr James Smith's property. <box>554 733 678 759</box>
advert-line: FOR DISTRICT HORSES ONLY. <box>707 92 805 101</box>
advert-row <box>833 854 1101 1778</box>
illegible-text: ▬ ▬▬ ▬▬▬ ▬▬ ▬▬▬▬ ▬▬ ▬▬▬ ▬▬ ▬▬▬▬ ▬ ▬▬ ▬▬▬ ▬▬▬▬ ▬▬ ▬▬▬ ▬ ▬▬▬▬ ▬▬ ▬▬▬ ▬▬▬▬ ▬ ▬▬ ▬▬▬ ▬▬ ▬▬▬▬ ▬▬▬ ▬▬ ▬▬▬▬ ▬ ▬▬▬ ▬▬ ▬▬▬▬ ▬▬ ▬▬▬ ▬ ▬▬▬▬ ▬▬ ▬▬▬ ▬▬▬▬ ▬▬ ▬ ▬▬▬ ▬▬▬▬ ▬▬ ▬▬▬ ▬ ▬▬▬▬ ▬▬▬ ▬▬ ▬▬▬▬ ▬ ▬▬▬ ▬▬ ▬▬▬▬ ▬▬ ▬▬▬ ▬▬▬▬ ▬ ▬▬ ▬▬▬ ▬▬▬▬ ▬▬ <box>417 149 546 253</box>
subheading: To Whiti. <box>59 853 95 863</box>
column-1 <box>10 33 145 1438</box>
illegible-text: ▬ ▬▬ ▬▬▬ ▬▬ ▬▬▬▬ ▬▬ ▬▬▬ ▬▬ ▬▬▬▬ ▬ ▬▬ ▬▬▬ ▬▬▬▬ ▬▬ ▬▬▬ ▬ ▬▬▬▬ ▬▬ ▬▬▬ ▬▬▬▬ ▬ ▬▬ ▬▬▬ ▬▬ ▬▬▬▬ ▬▬▬ ▬▬ ▬▬▬▬ ▬ ▬▬▬ ▬▬ ▬▬▬▬ ▬▬ ▬▬▬ ▬ ▬▬▬▬ ▬▬ ▬▬▬ ▬▬▬▬ ▬▬ ▬ ▬▬▬ ▬▬▬▬ ▬▬ ▬▬▬ ▬ ▬▬▬▬ ▬▬▬ ▬▬ ▬▬▬▬ ▬ ▬▬▬ ▬▬ ▬▬▬▬ ▬▬ ▬▬▬ ▬▬▬▬ ▬ ▬▬ ▬▬▬ ▬▬▬▬ ▬▬ <box>686 771 826 866</box>
result-row <box>552 1071 680 1079</box>
result-name: McCormick Wire Binder <box>552 1047 623 1056</box>
article-paragraph: (Received January 25, 1.45 p.m.) London, January 24. The statement published by the Daily News that the Imperial Government had an apprehension of war between France and Germany being imminent is generally discredited. <box>13 138 141 190</box>
section-headline: SPORTING. <box>283 195 411 218</box>
advert-title: RULES AND REGULATIONS. <box>704 439 808 449</box>
result-value: 2 <box>406 269 411 278</box>
advert-line: Farmers will please send in their orders early. <box>836 1103 963 1157</box>
result-name: Souther, 8st 12lb <box>282 343 331 352</box>
illegible-text: ▬ ▬▬ ▬▬▬ ▬▬ ▬▬▬▬ ▬▬ ▬▬▬ ▬▬ ▬▬▬▬ ▬ ▬▬ ▬▬▬ ▬▬▬▬ ▬▬ ▬▬▬ ▬ ▬▬▬▬ ▬▬ ▬▬▬ ▬▬▬▬ ▬ ▬▬ ▬▬▬ ▬▬ ▬▬▬▬ ▬▬▬ ▬▬ ▬▬▬▬ ▬ ▬▬▬ ▬▬ ▬▬▬▬ ▬▬ ▬▬▬ ▬ ▬▬▬▬ ▬▬ ▬▬▬ ▬▬▬▬ ▬▬ ▬ ▬▬▬ ▬▬▬▬ ▬▬ ▬▬▬ ▬ ▬▬▬▬ ▬▬▬ ▬▬ ▬▬▬▬ ▬ ▬▬▬ ▬▬ ▬▬▬▬ ▬▬ ▬▬▬ ▬▬▬▬ ▬ ▬▬ ▬▬▬ ▬▬▬▬ ▬▬ <box>417 862 546 966</box>
illegible-text: ▬ ▬▬ ▬▬▬ ▬▬ ▬▬▬▬ ▬▬ ▬▬▬ ▬▬ ▬▬▬▬ ▬ ▬▬ ▬▬▬ ▬▬▬▬ ▬▬ ▬▬▬ ▬ ▬▬▬▬ ▬▬ ▬▬▬ ▬▬▬▬ ▬ ▬▬ ▬▬▬ ▬▬ ▬▬▬▬ ▬▬▬ ▬▬ ▬▬▬▬ ▬ ▬▬▬ ▬▬ ▬▬▬▬ ▬▬ ▬▬▬ ▬ ▬▬▬▬ ▬▬ ▬▬▬ ▬▬▬▬ ▬▬ ▬ ▬▬▬ ▬▬▬▬ ▬▬ ▬▬▬ ▬ ▬▬▬▬ ▬▬▬ ▬▬ ▬▬▬▬ ▬ ▬▬▬ ▬▬ ▬▬▬▬ ▬▬ ▬▬▬ ▬▬▬▬ ▬ ▬▬ ▬▬▬ ▬▬▬▬ ▬▬ <box>147 148 276 252</box>
result-value: 3 <box>406 314 411 323</box>
advert-line: DONALD McLEAN, President. <box>570 208 662 217</box>
advert-line: The Stakes of all races will be run under the rules of racing adopted by the Ashburton Racing Club. <box>686 449 826 475</box>
subheading: BATHING IN THE DOMAIN. <box>156 77 268 86</box>
column-7-advertisements <box>830 33 1104 1777</box>
advert-title: FAYARD AND BLAYN PAPER <box>847 471 952 481</box>
article-paragraph: Wellington, January 25. The Manapouri left Frisco for Auckland and Sydney on January 16th, one day late. <box>13 1022 141 1048</box>
result-value: 8 <box>676 1063 680 1072</box>
article-paragraph: No. She lingered and suffered along, pining away all the time for years, the doctors doing her no good. <box>417 835 546 861</box>
result-row <box>283 261 411 269</box>
advert-line: A STOCK OF EXTRAS KEPT IN ASHBURTON. <box>867 253 1067 262</box>
headline: THE GREAT BARRIER CASE. <box>283 36 411 60</box>
